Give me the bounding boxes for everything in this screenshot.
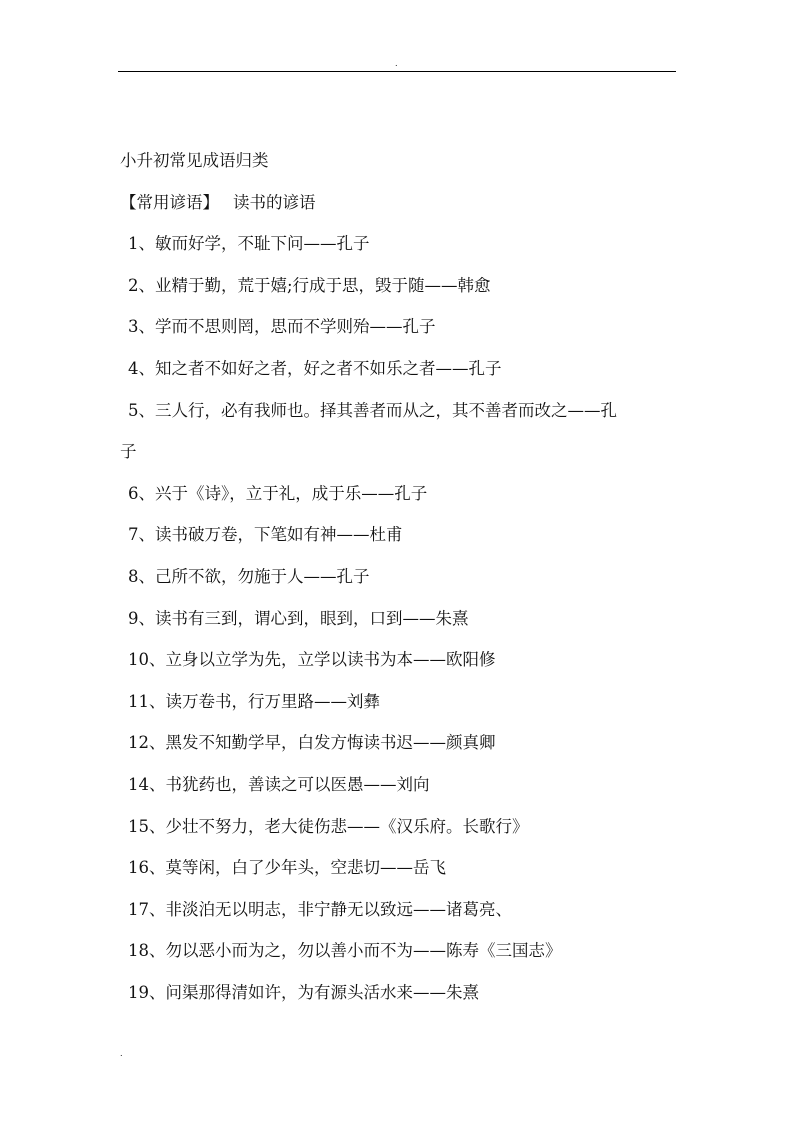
list-item: 6、兴于《诗》，立于礼，成于乐——孔子: [128, 483, 428, 503]
list-item: 10、立身以立学为先，立学以读书为本——欧阳修: [128, 650, 496, 670]
list-item: 1、敏而好学，不耻下问——孔子: [128, 234, 370, 254]
list-item-wrap: 子: [120, 442, 137, 462]
list-item: 4、知之者不如好之者，好之者不如乐之者——孔子: [128, 358, 502, 378]
list-item: 17、非淡泊无以明志，非宁静无以致远——诸葛亮、: [128, 899, 512, 919]
section-heading: [120, 182, 680, 224]
list-item: 15、少壮不努力，老大徒伤悲——《汉乐府。长歌行》: [128, 816, 529, 836]
list-item: 11、读万卷书，行万里路——刘彝: [128, 691, 380, 711]
list-item: 9、读书有三到，谓心到，眼到，口到——朱熹: [128, 608, 469, 628]
list-item: 18、勿以恶小而为之，勿以善小而不为——陈寿《三国志》: [128, 941, 562, 961]
list-item: 14、书犹药也，善读之可以医愚——刘向: [128, 774, 430, 794]
list-item: 16、莫等闲，白了少年头，空悲切——岳飞: [128, 858, 446, 878]
header-dot: .: [395, 59, 398, 68]
section-topic: 读书的谚语: [233, 192, 316, 212]
document-body: [120, 140, 680, 1013]
list-item: 12、黑发不知勤学早，白发方悔读书迟——颜真卿: [128, 733, 496, 753]
list-item: 5、三人行，必有我师也。择其善者而从之，其不善者而改之——孔: [128, 400, 617, 420]
footer-dot: .: [120, 1049, 123, 1058]
header-rule: [118, 71, 676, 72]
document-title: 小升初常见成语归类: [120, 151, 269, 170]
list-item: 8、己所不欲，勿施于人——孔子: [128, 566, 370, 586]
list-item: 2、业精于勤，荒于嬉;行成于思，毁于随——韩愈: [128, 275, 491, 295]
list-item: 3、学而不思则罔，思而不学则殆——孔子: [128, 317, 436, 337]
list-item: 19、问渠那得清如许，为有源头活水来——朱熹: [128, 982, 479, 1002]
section-label: 【常用谚语】: [120, 192, 219, 212]
list-item: 7、读书破万卷，下笔如有神——杜甫: [128, 525, 403, 545]
